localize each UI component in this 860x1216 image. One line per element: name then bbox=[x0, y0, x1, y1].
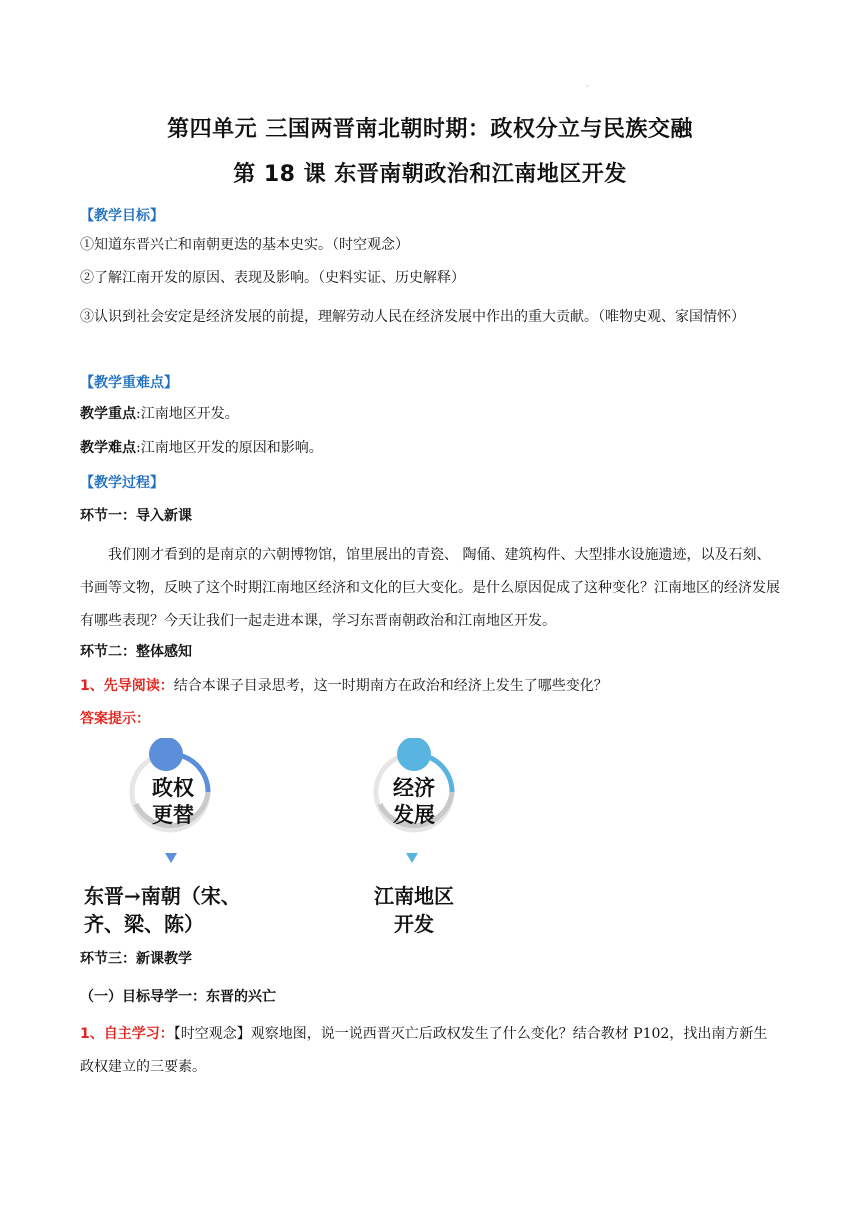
preview-line bbox=[80, 676, 780, 696]
goal-item-2: ②了解江南开发的原因、表现及影响。（史料实证、历史解释） bbox=[80, 270, 465, 286]
goal-item-1: ①知道东晋兴亡和南朝更迭的基本史实。（时空观念） bbox=[80, 237, 409, 253]
economy-arrow-icon bbox=[406, 853, 418, 863]
self-study-text: 【时空观念】观察地图，说一说西晋灭亡后政权发生了什么变化？结合教材 P102，找出南方新生政权建立的三要素。 bbox=[80, 1026, 768, 1075]
economy-caption bbox=[364, 882, 464, 938]
economy-circle-text bbox=[387, 774, 441, 828]
politics-circle-line1: 政权 bbox=[152, 775, 194, 800]
economy-caption-line1: 江南地区 bbox=[374, 884, 454, 908]
step3-title: 环节三：新课教学 bbox=[80, 951, 192, 967]
self-study-label: 1、自主学习： bbox=[80, 1026, 174, 1042]
page-mark: · bbox=[586, 82, 589, 91]
politics-caption-line2: 齐、梁、陈） bbox=[84, 912, 204, 936]
politics-caption-line1: 东晋→南朝（宋、 bbox=[84, 884, 241, 908]
unit-title: 第四单元 三国两晋南北朝时期：政权分立与民族交融 bbox=[167, 117, 693, 142]
key-points-heading: 【教学重难点】 bbox=[80, 375, 178, 391]
focus-text: :江南地区开发。 bbox=[136, 406, 239, 422]
self-study-line bbox=[80, 1018, 780, 1084]
step1-title: 环节一：导入新课 bbox=[80, 508, 192, 524]
focus-line bbox=[80, 404, 780, 424]
preview-text: 结合本课子目录思考，这一时期南方在政治和经济上发生了哪些变化？ bbox=[173, 678, 608, 694]
goal-item-3: ③认识到社会安定是经济发展的前提，理解劳动人民在经济发展中作出的重大贡献。（唯物史观、家国情怀） bbox=[80, 309, 745, 325]
goals-heading: 【教学目标】 bbox=[80, 208, 164, 224]
economy-caption-line2: 开发 bbox=[394, 912, 434, 936]
politics-circle-line2: 更替 bbox=[152, 802, 194, 827]
politics-circle-text bbox=[146, 774, 200, 828]
step1-text: 我们刚才看到的是南京的六朝博物馆，馆里展出的青瓷、 陶俑、建筑构件、大型排水设施遗迹，以及石刻、书画等文物，反映了这个时期江南地区经济和文化的巨大变化。是什么原因促成了这种变化？江南地区的经济发展有哪些表现？今天让我们一起走进本课，学习东晋南朝政治和江南地区开发。 bbox=[80, 547, 780, 629]
subsection-title: （一）目标导学一：东晋的兴亡 bbox=[80, 989, 276, 1005]
answer-label: 答案提示： bbox=[80, 711, 150, 727]
politics-caption bbox=[84, 882, 284, 938]
preview-label: 1、先导阅读： bbox=[80, 678, 174, 694]
difficulty-line bbox=[80, 438, 780, 458]
step2-title: 环节二：整体感知 bbox=[80, 644, 192, 660]
economy-circle-line2: 发展 bbox=[393, 802, 435, 827]
difficulty-text: :江南地区开发的原因和影响。 bbox=[136, 440, 323, 456]
politics-arrow-icon bbox=[165, 853, 177, 863]
process-heading: 【教学过程】 bbox=[80, 475, 164, 491]
lesson-title: 第 18 课 东晋南朝政治和江南地区开发 bbox=[233, 162, 627, 187]
difficulty-label: 教学难点 bbox=[80, 440, 136, 456]
focus-label: 教学重点 bbox=[80, 406, 136, 422]
economy-circle-line1: 经济 bbox=[393, 775, 435, 800]
